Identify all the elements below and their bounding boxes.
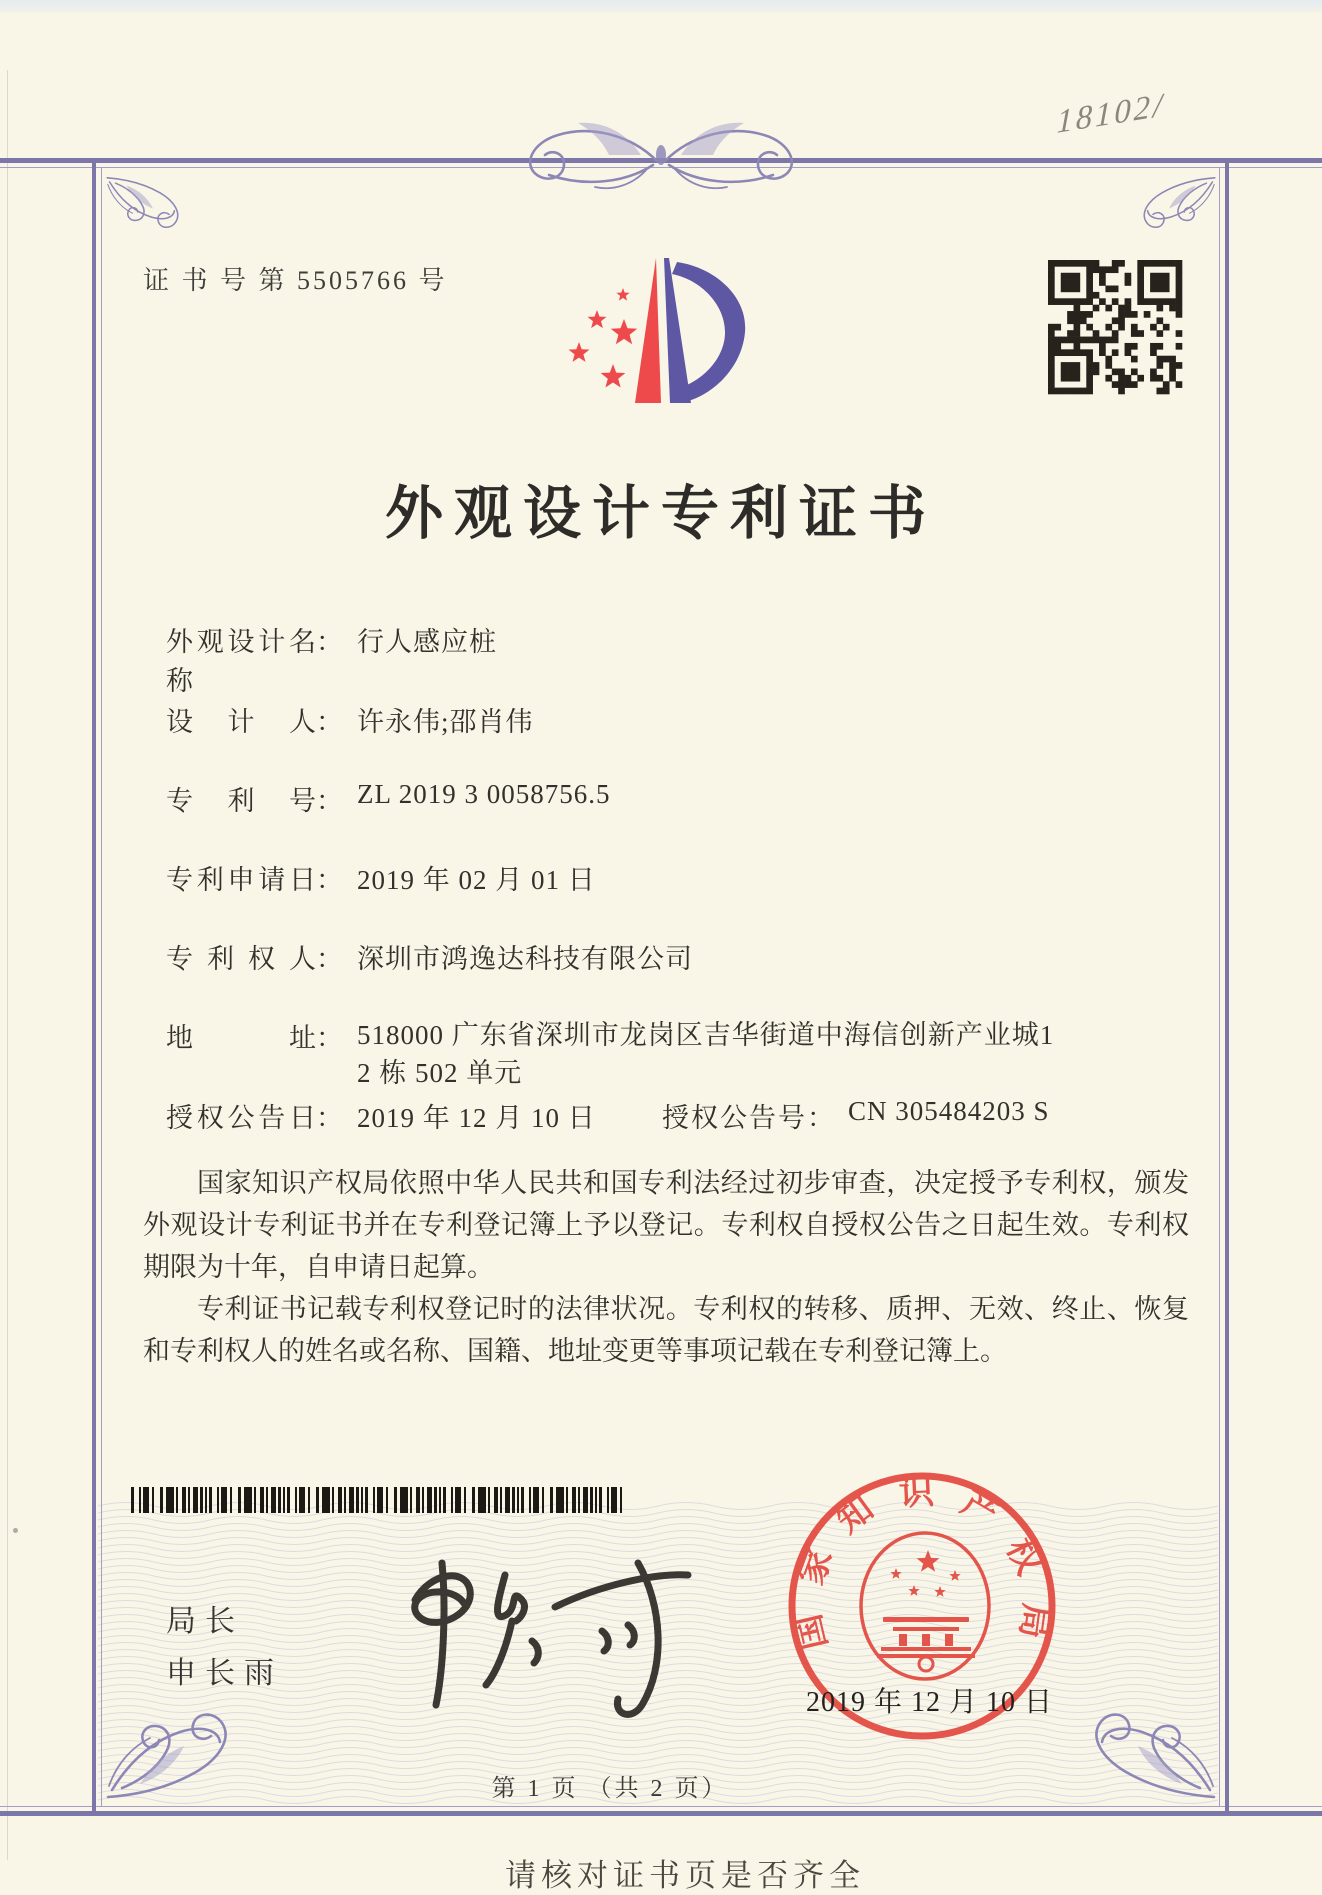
field-grant-number <box>662 1096 1050 1135</box>
certificate-title: 外观设计专利证书 <box>384 481 937 546</box>
field-filing-date <box>166 858 1176 898</box>
field-label: 授权公告号 <box>662 1103 807 1133</box>
field-designer <box>166 700 1176 740</box>
field-label: 专利号 <box>166 786 316 816</box>
field-colon: ： <box>316 786 343 816</box>
page-indicator: 第 1 页 （共 2 页） <box>491 1776 729 1802</box>
logo-purple-blade <box>664 258 691 403</box>
field-label: 专利申请日 <box>166 865 316 895</box>
barcode <box>131 1487 635 1513</box>
field-design-name <box>166 620 1176 696</box>
legal-text <box>143 1162 1189 1372</box>
address-line-1: 518000 广东省深圳市龙岗区吉华街道中海信创新产业城1 <box>357 1020 1055 1050</box>
field-value: 行人感应桩 <box>357 627 497 657</box>
field-colon: ： <box>316 627 343 657</box>
handwritten-number: 18102/ <box>1056 87 1166 141</box>
field-value: 许永伟;邵肖伟 <box>357 707 534 737</box>
legal-paragraph-2: 专利证书记载专利权登记时的法律状况。专利权的转移、质押、无效、终止、恢复和专利权人的姓名或名称、国籍、地址变更等事项记载在专利登记簿上。 <box>143 1294 1189 1366</box>
field-patentee <box>166 937 1176 977</box>
field-value: CN 305484203 S <box>848 1096 1050 1126</box>
seal-date: 2019 年 12 月 10 日 <box>806 1687 1054 1718</box>
certificate-number: 证 书 号 第 5505766 号 <box>143 266 448 295</box>
logo-red-spike <box>635 258 661 403</box>
field-label: 授权公告日 <box>166 1103 316 1133</box>
cnipa-logo-icon <box>552 250 752 410</box>
address-line-2: 2 栋 502 单元 <box>357 1058 523 1088</box>
field-colon: ： <box>316 707 343 737</box>
commissioner-name: 申长雨 <box>166 1657 283 1690</box>
field-label: 地址 <box>166 1023 316 1053</box>
field-colon: ： <box>807 1103 834 1133</box>
field-label: 外观设计名称 <box>166 627 316 696</box>
commissioner-title: 局长 <box>166 1605 244 1638</box>
field-colon: ： <box>316 1103 343 1133</box>
commissioner-signature <box>370 1545 700 1750</box>
field-colon: ： <box>316 944 343 974</box>
field-label: 设计人 <box>166 707 316 737</box>
field-colon: ： <box>316 1023 343 1053</box>
legal-paragraph-1: 国家知识产权局依照中华人民共和国专利法经过初步审查，决定授予专利权，颁发外观设计专利证书并在专利登记簿上予以登记。专利权自授权公告之日起生效。专利权期限为十年，自申请日起算。 <box>143 1168 1189 1282</box>
field-colon: ： <box>316 865 343 895</box>
field-label: 专利权人 <box>166 944 316 974</box>
field-patent-number <box>166 779 1176 819</box>
field-value: ZL 2019 3 0058756.5 <box>357 779 611 809</box>
national-emblem-icon <box>861 1533 989 1679</box>
cutoff-text: 请核对证书页是否齐全 <box>505 1858 865 1893</box>
qr-code <box>1048 260 1182 394</box>
seal-ring-text: 国家知识产权局 <box>788 1472 1057 1654</box>
field-address <box>166 1016 1176 1096</box>
field-grant-row <box>166 1096 1176 1136</box>
field-value: 深圳市鸿逸达科技有限公司 <box>357 944 693 974</box>
field-value: 2019 年 02 月 01 日 <box>357 865 596 895</box>
field-value: 2019 年 12 月 10 日 <box>357 1103 596 1133</box>
field-value <box>357 1016 1054 1092</box>
